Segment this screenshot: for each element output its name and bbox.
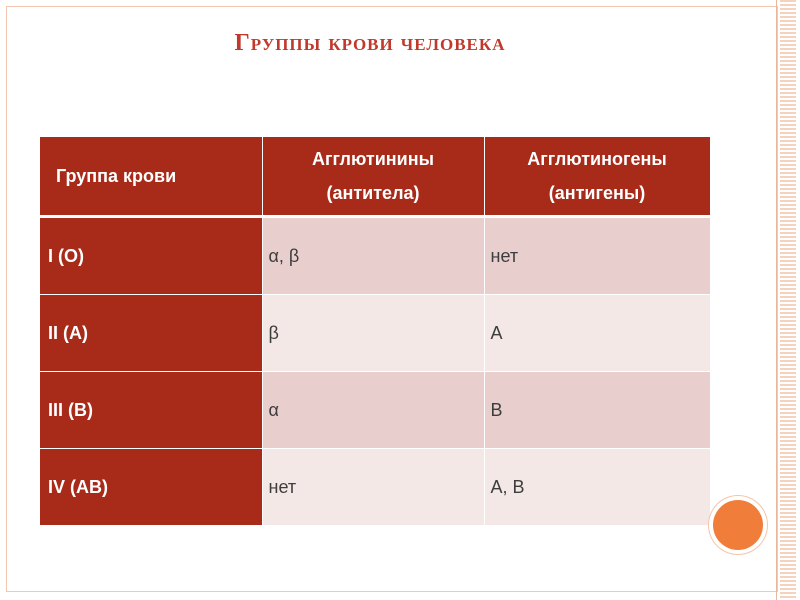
header-label: Группа крови <box>56 166 177 186</box>
agglutinogens-cell: A <box>484 295 710 372</box>
header-label: Агглютиногены <box>527 149 667 169</box>
decorative-orange-circle <box>713 500 763 550</box>
header-label: Агглютинины <box>312 149 434 169</box>
table-row <box>40 449 710 526</box>
blood-group-cell: IV (AB) <box>40 449 262 526</box>
header-sublabel: (антигены) <box>548 183 646 203</box>
header-agglutinogens <box>484 137 710 217</box>
table-row <box>40 217 710 295</box>
slide-title: Группы крови человека <box>234 30 506 56</box>
slide-right-border <box>776 0 777 600</box>
blood-groups-table <box>40 137 711 526</box>
header-sublabel: (антитела) <box>326 183 420 203</box>
header-blood-group <box>40 137 262 217</box>
blood-group-cell: III (B) <box>40 372 262 449</box>
blood-group-cell: I (O) <box>40 217 262 295</box>
agglutinins-cell: β <box>262 295 484 372</box>
agglutinogens-cell: нет <box>484 217 710 295</box>
blood-group-cell: II (A) <box>40 295 262 372</box>
table-row <box>40 295 710 372</box>
agglutinogens-cell: B <box>484 372 710 449</box>
table-header-row <box>40 137 710 217</box>
agglutinins-cell: нет <box>262 449 484 526</box>
agglutinins-cell: α <box>262 372 484 449</box>
table-row <box>40 372 710 449</box>
decorative-stripes <box>780 0 796 600</box>
agglutinins-cell: α, β <box>262 217 484 295</box>
header-agglutinins <box>262 137 484 217</box>
agglutinogens-cell: A, B <box>484 449 710 526</box>
